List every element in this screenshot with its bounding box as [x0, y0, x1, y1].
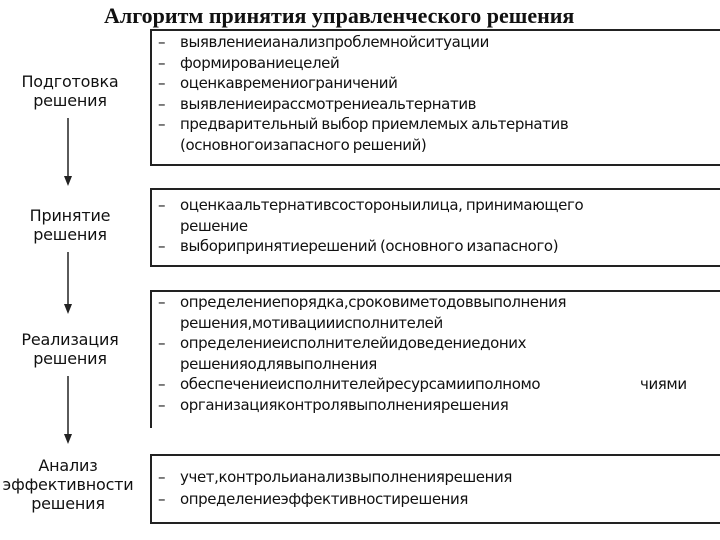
adoption-item: – выборипринятиерешений (основного изапасного): [158, 237, 559, 255]
adoption-item-continuation: решение: [180, 216, 248, 235]
adoption-box-text: [158, 195, 583, 257]
preparation-box-text: [158, 32, 568, 155]
adoption-item: – оценкаальтернативсостороныилица, принимающего: [158, 196, 584, 214]
implementation-item-continuation: решенияодлявыполнения: [180, 354, 377, 373]
arrow-adoption-to-implementation: [64, 252, 72, 314]
stage-arrows: [0, 0, 150, 540]
implementation-item: – организацияконтролявыполнениярешения: [158, 395, 509, 414]
implementation-item: – определениеисполнителейидоведениедоних: [158, 334, 527, 352]
diagram-title: Алгоритм принятия управленческого решения: [104, 3, 575, 28]
implementation-box-text: [158, 292, 687, 415]
preparation-item: – выявлениеирассмотрениеальтернатив: [158, 94, 477, 113]
preparation-item: – предварительный выбор приемлемых альтернатив: [158, 115, 569, 133]
implementation-item-trail: чиями: [640, 375, 687, 393]
stage-adoption-line1: Принятие: [29, 206, 111, 225]
preparation-item: – оценкавремениограничений: [158, 74, 398, 92]
preparation-item-continuation: (основногоизапасного решений): [180, 135, 427, 154]
stage-analysis-line1: Анализ: [38, 456, 98, 475]
stage-analysis-line2: эффективности: [2, 475, 134, 494]
implementation-item: – обеспечениеисполнителейресурсамииполномо чиями: [158, 375, 687, 393]
stage-adoption-line2: решения: [33, 225, 107, 244]
stage-analysis-line3: решения: [31, 494, 105, 513]
implementation-item-continuation: решения,мотивацииисполнителей: [180, 313, 443, 332]
stage-preparation-line2: решения: [33, 91, 107, 110]
stage-preparation-line1: Подготовка: [21, 72, 119, 91]
preparation-item: – формированиецелей: [158, 53, 340, 72]
arrow-implementation-to-analysis: [64, 376, 72, 444]
preparation-item: – выявлениеианализпроблемнойситуации: [158, 33, 489, 51]
implementation-item: – определениепорядка,сроковиметодоввыполнения: [158, 293, 567, 311]
analysis-box-text: [158, 466, 512, 510]
arrow-preparation-to-adoption: [64, 118, 72, 186]
stage-implementation-line2: решения: [33, 349, 107, 368]
stage-implementation-line1: Реализация: [21, 330, 119, 349]
analysis-item: – определениеэффективностирешения: [158, 490, 469, 508]
analysis-item: – учет,контрольианализвыполнениярешения: [158, 468, 512, 486]
